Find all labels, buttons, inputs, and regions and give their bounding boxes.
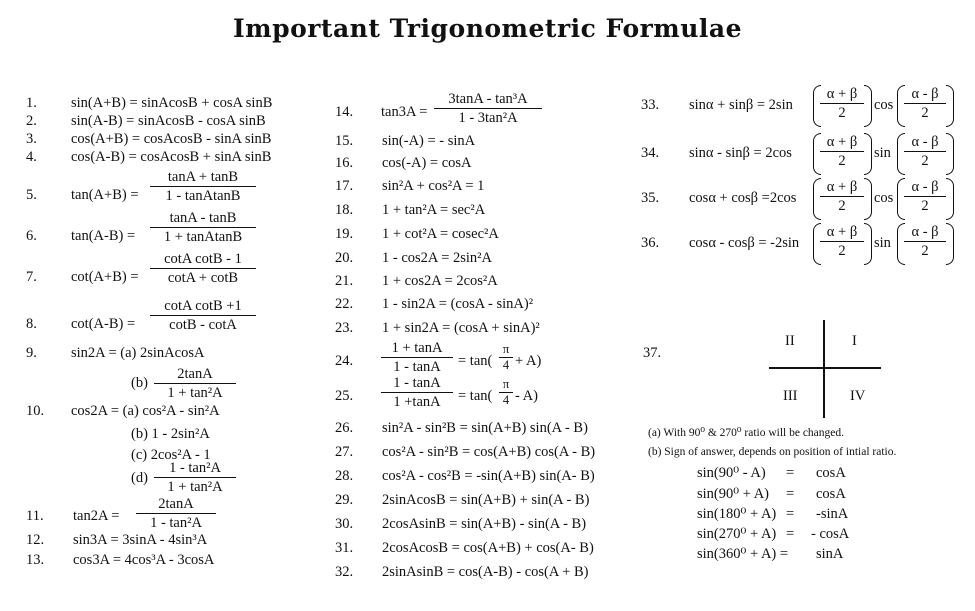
formula-31: 2cosAcosB = cos(A+B) + cos(A- B) xyxy=(382,540,594,556)
formula-5-fraction xyxy=(150,169,256,204)
formula-number: 23. xyxy=(335,320,354,336)
formula-number: 20. xyxy=(335,250,354,266)
formula-19: 1 + cot²A = cosec²A xyxy=(382,226,499,242)
numerator: α + β xyxy=(820,224,864,242)
reduction-lhs: sin(180⁰ + A) xyxy=(697,506,777,522)
sum-half-fraction xyxy=(820,179,864,214)
numerator: 2tanA xyxy=(136,496,216,514)
bracket-right xyxy=(864,133,872,175)
bracket-right xyxy=(946,133,954,175)
formula-number: 28. xyxy=(335,468,354,484)
formula-number: 26. xyxy=(335,420,354,436)
formula-10b: (b) 1 - 2sin²A xyxy=(131,426,210,442)
formula-24-pi-fraction xyxy=(499,343,513,372)
formula-36-lhs: cosα - cosβ = -2sin xyxy=(689,235,800,251)
formula-27: cos²A - sin²B = cos(A+B) cos(A - B) xyxy=(382,444,596,460)
formula-6-lhs: tan(A-B) = xyxy=(71,228,136,244)
formula-number: 19. xyxy=(335,226,354,242)
formula-24-fraction xyxy=(381,340,453,375)
formula-33-lhs: sinα + sinβ = 2sin xyxy=(689,97,793,113)
formula-number: 1. xyxy=(26,95,37,111)
sum-half-fraction xyxy=(820,224,864,259)
formula-7-fraction xyxy=(150,251,256,286)
formula-23: 1 + sin2A = (cosA + sinA)² xyxy=(382,320,540,336)
formula-18: 1 + tan²A = sec²A xyxy=(382,202,486,218)
formula-number: 34. xyxy=(641,145,660,161)
bracket-right xyxy=(946,85,954,127)
formula-9a: sin2A = (a) 2sinAcosA xyxy=(71,345,205,361)
formula-number: 18. xyxy=(335,202,354,218)
quadrant-ii-label: II xyxy=(785,333,795,349)
formula-number: 27. xyxy=(335,444,354,460)
diff-half-fraction xyxy=(904,86,946,121)
formula-number: 13. xyxy=(26,552,45,568)
formula-number: 31. xyxy=(335,540,354,556)
numerator: 1 - tanA xyxy=(381,375,453,393)
formula-number: 17. xyxy=(335,178,354,194)
note-b: (b) Sign of answer, depends on position of intial ratio. xyxy=(648,446,897,458)
reduction-lhs: sin(360⁰ + A) = xyxy=(697,546,789,562)
formula-number: 30. xyxy=(335,516,354,532)
numerator: cotA cotB - 1 xyxy=(150,251,256,269)
reduction-lhs: sin(90⁰ - A) xyxy=(697,465,766,481)
formula-29: 2sinAcosB = sin(A+B) + sin(A - B) xyxy=(382,492,590,508)
formula-8-fraction xyxy=(150,298,256,333)
denominator: 1 + tan²A xyxy=(167,385,223,401)
numerator: α + β xyxy=(820,134,864,152)
formula-number: 10. xyxy=(26,403,45,419)
numerator: α - β xyxy=(904,179,946,197)
quadrant-vertical-axis xyxy=(823,320,825,418)
formula-25-pi-fraction xyxy=(499,378,513,407)
denominator: 1 - tan²A xyxy=(150,515,202,531)
formula-16: cos(-A) = cosA xyxy=(382,155,472,171)
denominator: 2 xyxy=(921,198,929,214)
formula-35-lhs: cosα + cosβ =2cos xyxy=(689,190,797,206)
reduction-eq: = xyxy=(786,465,795,481)
numerator: 1 + tanA xyxy=(381,340,453,358)
denominator: 1 - 3tan²A xyxy=(458,110,518,126)
reduction-eq: = xyxy=(786,526,795,542)
note-a: (a) With 90⁰ & 270⁰ ratio will be changed. xyxy=(648,427,845,439)
denominator: 1 - tanAtanB xyxy=(165,188,241,204)
formula-25-eq: = tan( xyxy=(458,388,493,404)
formula-34-lhs: sinα - sinβ = 2cos xyxy=(689,145,792,161)
formula-number: 7. xyxy=(26,269,37,285)
formula-number: 25. xyxy=(335,388,354,404)
reduction-lhs: sin(90⁰ + A) xyxy=(697,486,769,502)
formula-20: 1 - cos2A = 2sin²A xyxy=(382,250,492,266)
formula-33-func: cos xyxy=(874,97,894,113)
formula-11-lhs: tan2A = xyxy=(73,508,120,524)
formula-10d-fraction xyxy=(154,460,236,495)
diff-half-fraction xyxy=(904,224,946,259)
formula-number: 16. xyxy=(335,155,354,171)
formula-9b-fraction xyxy=(154,366,236,401)
denominator: 2 xyxy=(921,105,929,121)
formula-17: sin²A + cos²A = 1 xyxy=(382,178,485,194)
formula-number: 14. xyxy=(335,104,354,120)
quadrant-iii-label: III xyxy=(783,388,798,404)
formula-26: sin²A - sin²B = sin(A+B) sin(A - B) xyxy=(382,420,588,436)
formula-number: 4. xyxy=(26,149,37,165)
denominator: cotB - cotA xyxy=(169,317,237,333)
reduction-rhs: - cosA xyxy=(811,526,850,542)
numerator: α + β xyxy=(820,86,864,104)
numerator: 1 - tan²A xyxy=(154,460,236,478)
quadrant-horizontal-axis xyxy=(769,367,881,369)
formula-28: cos²A - cos²B = -sin(A+B) sin(A- B) xyxy=(382,468,595,484)
formula-10d-label: (d) xyxy=(131,470,148,486)
formula-34-func: sin xyxy=(874,145,891,161)
formula-4: cos(A-B) = cosAcosB + sinA sinB xyxy=(71,149,272,165)
numerator: π xyxy=(499,378,513,393)
reduction-eq: = xyxy=(786,486,795,502)
numerator: 2tanA xyxy=(154,366,236,384)
formula-number: 36. xyxy=(641,235,660,251)
denominator: 2 xyxy=(838,243,846,259)
formula-number: 3. xyxy=(26,131,37,147)
denominator: 4 xyxy=(502,358,510,372)
formula-number: 11. xyxy=(26,508,44,524)
formula-24-end: + A) xyxy=(515,353,542,369)
formula-2: sin(A-B) = sinAcosB - cosA sinB xyxy=(71,113,266,129)
denominator: 2 xyxy=(921,153,929,169)
formula-10c: (c) 2cos²A - 1 xyxy=(131,447,211,463)
formula-number: 2. xyxy=(26,113,37,129)
reduction-rhs: sinA xyxy=(816,546,844,562)
numerator: α + β xyxy=(820,179,864,197)
numerator: tanA + tanB xyxy=(150,169,256,187)
formula-11-fraction xyxy=(136,496,216,531)
formula-number: 32. xyxy=(335,564,354,580)
denominator: cotA + cotB xyxy=(167,270,239,286)
formula-number: 33. xyxy=(641,97,660,113)
formula-21: 1 + cos2A = 2cos²A xyxy=(382,273,498,289)
formula-number: 5. xyxy=(26,187,37,203)
formula-6-fraction xyxy=(150,210,256,245)
denominator: 2 xyxy=(921,243,929,259)
formula-9b-label: (b) xyxy=(131,375,148,391)
reduction-rhs: cosA xyxy=(816,486,846,502)
formula-25-end: - A) xyxy=(515,388,538,404)
formula-10a: cos2A = (a) cos²A - sin²A xyxy=(71,403,220,419)
formula-30: 2cosAsinB = sin(A+B) - sin(A - B) xyxy=(382,516,587,532)
reduction-eq: = xyxy=(786,506,795,522)
numerator: α - β xyxy=(904,134,946,152)
denominator: 2 xyxy=(838,153,846,169)
formula-14-fraction xyxy=(434,91,542,126)
bracket-right xyxy=(946,178,954,220)
denominator: 1 - tanA xyxy=(393,359,441,375)
denominator: 1 + tanAtanB xyxy=(163,229,243,245)
reduction-lhs: sin(270⁰ + A) xyxy=(697,526,777,542)
bracket-right xyxy=(864,85,872,127)
formula-number: 6. xyxy=(26,228,37,244)
formula-24-eq: = tan( xyxy=(458,353,493,369)
diff-half-fraction xyxy=(904,179,946,214)
formula-number: 22. xyxy=(335,296,354,312)
quadrant-iv-label: IV xyxy=(850,388,866,404)
formula-number: 24. xyxy=(335,353,354,369)
formula-35-func: cos xyxy=(874,190,894,206)
formula-25-fraction xyxy=(381,375,453,410)
formula-number: 12. xyxy=(26,532,45,548)
denominator: 1 +tanA xyxy=(393,394,441,410)
formula-8-lhs: cot(A-B) = xyxy=(71,316,136,332)
diff-half-fraction xyxy=(904,134,946,169)
numerator: α - β xyxy=(904,224,946,242)
denominator: 1 + tan²A xyxy=(167,479,223,495)
formula-7-lhs: cot(A+B) = xyxy=(71,269,139,285)
numerator: α - β xyxy=(904,86,946,104)
reduction-rhs: -sinA xyxy=(816,506,849,522)
bracket-right xyxy=(946,223,954,265)
reduction-rhs: cosA xyxy=(816,465,846,481)
bracket-right xyxy=(864,178,872,220)
formula-number: 37. xyxy=(643,345,662,361)
formula-1: sin(A+B) = sinAcosB + cosA sinB xyxy=(71,95,273,111)
bracket-right xyxy=(864,223,872,265)
formula-number: 9. xyxy=(26,345,37,361)
formula-number: 8. xyxy=(26,316,37,332)
formula-3: cos(A+B) = cosAcosB - sinA sinB xyxy=(71,131,272,147)
denominator: 4 xyxy=(502,393,510,407)
formula-13: cos3A = 4cos³A - 3cosA xyxy=(73,552,215,568)
formula-32: 2sinAsinB = cos(A-B) - cos(A + B) xyxy=(382,564,589,580)
denominator: 2 xyxy=(838,198,846,214)
page-title: Important Trigonometric Formulae xyxy=(232,14,743,43)
formula-22: 1 - sin2A = (cosA - sinA)² xyxy=(382,296,534,312)
formula-12: sin3A = 3sinA - 4sin³A xyxy=(73,532,208,548)
numerator: cotA cotB +1 xyxy=(150,298,256,316)
numerator: π xyxy=(499,343,513,358)
quadrant-i-label: I xyxy=(852,333,857,349)
formula-number: 29. xyxy=(335,492,354,508)
formula-number: 15. xyxy=(335,133,354,149)
formula-36-func: sin xyxy=(874,235,891,251)
formula-5-lhs: tan(A+B) = xyxy=(71,187,139,203)
denominator: 2 xyxy=(838,105,846,121)
formula-number: 35. xyxy=(641,190,660,206)
formula-number: 21. xyxy=(335,273,354,289)
numerator: 3tanA - tan³A xyxy=(434,91,542,109)
sum-half-fraction xyxy=(820,134,864,169)
formula-15: sin(-A) = - sinA xyxy=(382,133,476,149)
numerator: tanA - tanB xyxy=(150,210,256,228)
formula-14-lhs: tan3A = xyxy=(381,104,428,120)
sum-half-fraction xyxy=(820,86,864,121)
